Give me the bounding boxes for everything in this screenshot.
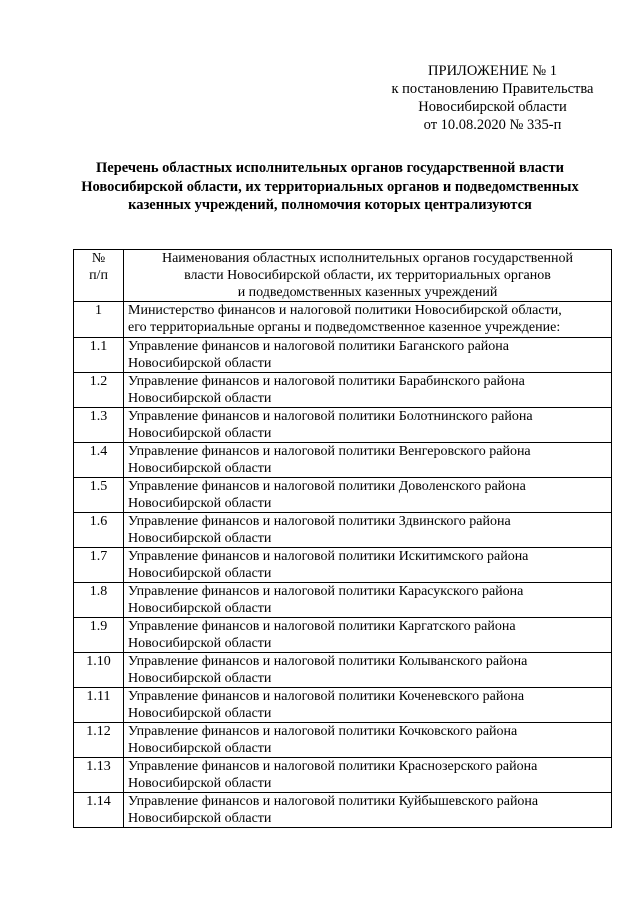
table-row <box>74 583 612 618</box>
row-name-line: Управление финансов и налоговой политики Барабинского района <box>128 374 525 389</box>
header-name-line: Наименования областных исполнительных органов государственной <box>161 251 574 266</box>
appendix-date-number: от 10.08.2020 № 335-п <box>423 117 562 133</box>
table-row <box>74 302 612 338</box>
appendix-title: ПРИЛОЖЕНИЕ № 1 <box>428 63 557 79</box>
row-name <box>124 338 612 373</box>
row-number: 1.3 <box>74 408 124 443</box>
header-name-cell <box>124 250 612 302</box>
table-row <box>74 548 612 583</box>
document-title-line: Перечень областных исполнительных органов государственной власти <box>96 160 564 176</box>
row-number: 1.14 <box>74 793 124 828</box>
row-name <box>124 653 612 688</box>
table-row <box>74 338 612 373</box>
row-number: 1.1 <box>74 338 124 373</box>
header-name-line: и подведомственных казенных учреждений <box>237 285 498 300</box>
row-name-line: Управление финансов и налоговой политики Баганского района <box>128 339 510 354</box>
row-name-line: его территориальные органы и подведомственное казенное учреждение: <box>128 320 561 335</box>
row-number: 1.5 <box>74 478 124 513</box>
row-name-line: Управление финансов и налоговой политики Доволенского района <box>128 479 526 494</box>
table-row <box>74 723 612 758</box>
row-name-line: Новосибирской области <box>128 426 272 441</box>
row-name-line: Новосибирской области <box>128 706 272 721</box>
table-row <box>74 513 612 548</box>
row-name-line: Новосибирской области <box>128 636 272 651</box>
row-name-line: Управление финансов и налоговой политики Колыванского района <box>128 654 528 669</box>
row-name-line: Новосибирской области <box>128 601 272 616</box>
row-name-line: Управление финансов и налоговой политики Кочковского района <box>128 724 518 739</box>
table-header-row <box>74 250 612 302</box>
row-name-line: Новосибирской области <box>128 496 272 511</box>
table-row <box>74 373 612 408</box>
document-title-line: казенных учреждений, полномочия которых централизуются <box>128 197 532 213</box>
row-name <box>124 723 612 758</box>
document-title <box>40 159 620 215</box>
row-name-line: Новосибирской области <box>128 776 272 791</box>
row-number: 1.12 <box>74 723 124 758</box>
header-number-line: № <box>91 251 106 266</box>
appendix-resolution-line: к постановлению Правительства <box>391 81 594 97</box>
row-name <box>124 302 612 338</box>
row-name <box>124 688 612 723</box>
header-number-cell <box>74 250 124 302</box>
table-row <box>74 478 612 513</box>
row-name-line: Управление финансов и налоговой политики Здвинского района <box>128 514 511 529</box>
row-number: 1.13 <box>74 758 124 793</box>
row-name <box>124 758 612 793</box>
row-number: 1.8 <box>74 583 124 618</box>
appendix-block <box>380 62 605 134</box>
row-number: 1.9 <box>74 618 124 653</box>
row-name <box>124 618 612 653</box>
row-name-line: Министерство финансов и налоговой политики Новосибирской области, <box>128 303 562 318</box>
row-name <box>124 408 612 443</box>
row-name-line: Управление финансов и налоговой политики Болотнинского района <box>128 409 533 424</box>
row-name-line: Новосибирской области <box>128 356 272 371</box>
table-row <box>74 688 612 723</box>
table-row <box>74 618 612 653</box>
row-name <box>124 513 612 548</box>
row-name <box>124 478 612 513</box>
row-name <box>124 373 612 408</box>
row-number: 1.7 <box>74 548 124 583</box>
row-name-line: Новосибирской области <box>128 671 272 686</box>
document-title-line: Новосибирской области, их территориальных органов и подведомственных <box>81 178 579 195</box>
row-number: 1.11 <box>74 688 124 723</box>
row-number: 1 <box>74 302 124 338</box>
table-row <box>74 443 612 478</box>
header-name-line: власти Новосибирской области, их территориальных органов <box>184 268 551 283</box>
header-number-line: п/п <box>89 268 108 283</box>
row-number: 1.6 <box>74 513 124 548</box>
row-number: 1.4 <box>74 443 124 478</box>
row-name-line: Управление финансов и налоговой политики Карасукского района <box>128 584 524 599</box>
table-row <box>74 653 612 688</box>
row-name-line: Новосибирской области <box>128 531 272 546</box>
row-name-line: Новосибирской области <box>128 741 272 756</box>
table-row <box>74 793 612 828</box>
row-name-line: Новосибирской области <box>128 391 272 406</box>
row-name-line: Управление финансов и налоговой политики Куйбышевского района <box>128 794 539 809</box>
table-row <box>74 408 612 443</box>
row-name-line: Новосибирской области <box>128 461 272 476</box>
row-name <box>124 443 612 478</box>
row-name-line: Управление финансов и налоговой политики Краснозерского района <box>128 759 538 774</box>
row-number: 1.10 <box>74 653 124 688</box>
row-name <box>124 583 612 618</box>
row-name-line: Новосибирской области <box>128 566 272 581</box>
row-number: 1.2 <box>74 373 124 408</box>
table-row <box>74 758 612 793</box>
row-name <box>124 793 612 828</box>
row-name-line: Управление финансов и налоговой политики Каргатского района <box>128 619 516 634</box>
appendix-region-line: Новосибирской области <box>418 99 567 115</box>
row-name-line: Новосибирской области <box>128 811 272 826</box>
row-name-line: Управление финансов и налоговой политики Венгеровского района <box>128 444 531 459</box>
organizations-table <box>73 249 612 828</box>
row-name-line: Управление финансов и налоговой политики Искитимского района <box>128 549 529 564</box>
row-name-line: Управление финансов и налоговой политики Коченевского района <box>128 689 525 704</box>
row-name <box>124 548 612 583</box>
